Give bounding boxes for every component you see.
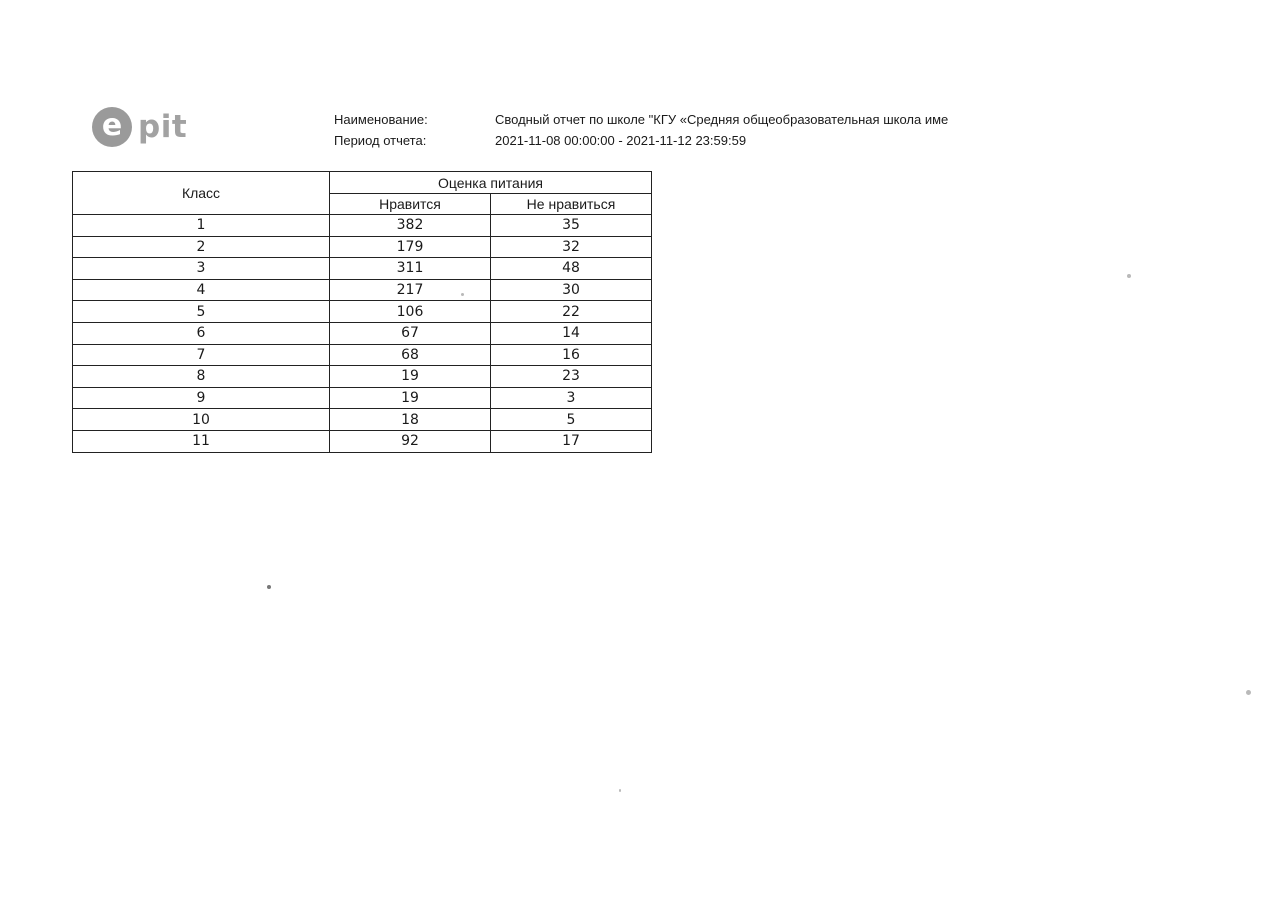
scan-speck	[1246, 690, 1251, 695]
table-row	[73, 430, 652, 452]
dislike-cell: 48	[491, 258, 652, 280]
column-header-like: Нравится	[330, 194, 491, 215]
class-cell: 3	[73, 258, 330, 280]
class-cell: 7	[73, 344, 330, 366]
table-row	[73, 258, 652, 280]
epit-logo-letter: e	[101, 107, 123, 143]
like-cell: 179	[330, 236, 491, 258]
column-header-class: Класс	[73, 172, 330, 215]
report-period-value: 2021-11-08 00:00:00 - 2021-11-12 23:59:59	[495, 133, 747, 148]
class-cell: 4	[73, 279, 330, 301]
dislike-cell: 17	[491, 430, 652, 452]
dislike-cell: 35	[491, 215, 652, 237]
class-cell: 2	[73, 236, 330, 258]
dislike-cell: 23	[491, 366, 652, 388]
column-group-food-rating: Оценка питания	[330, 172, 652, 194]
table-row	[73, 366, 652, 388]
class-cell: 6	[73, 322, 330, 344]
epit-logo-mark	[92, 107, 132, 147]
class-cell: 9	[73, 387, 330, 409]
table-row	[73, 387, 652, 409]
like-cell: 67	[330, 322, 491, 344]
class-cell: 1	[73, 215, 330, 237]
dislike-cell: 5	[491, 409, 652, 431]
like-cell: 92	[330, 430, 491, 452]
like-cell: 106	[330, 301, 491, 323]
report-name-label: Наименование:	[334, 112, 428, 127]
like-cell: 382	[330, 215, 491, 237]
like-cell: 68	[330, 344, 491, 366]
table-row	[73, 215, 652, 237]
scan-speck	[619, 789, 621, 792]
report-name-value: Сводный отчет по школе "КГУ «Средняя общеобразовательная школа име	[495, 112, 949, 127]
like-cell: 311	[330, 258, 491, 280]
scan-speck	[267, 585, 271, 589]
table-row	[73, 301, 652, 323]
dislike-cell: 3	[491, 387, 652, 409]
column-header-dislike: Не нравиться	[491, 194, 652, 215]
like-cell: 19	[330, 387, 491, 409]
dislike-cell: 32	[491, 236, 652, 258]
dislike-cell: 16	[491, 344, 652, 366]
table-row	[73, 322, 652, 344]
table-row	[73, 344, 652, 366]
like-cell: 217	[330, 279, 491, 301]
dislike-cell: 22	[491, 301, 652, 323]
dislike-cell: 14	[491, 322, 652, 344]
class-cell: 8	[73, 366, 330, 388]
class-cell: 10	[73, 409, 330, 431]
epit-logo	[92, 104, 187, 150]
class-cell: 5	[73, 301, 330, 323]
like-cell: 19	[330, 366, 491, 388]
class-cell: 11	[73, 430, 330, 452]
table-row	[73, 279, 652, 301]
dislike-cell: 30	[491, 279, 652, 301]
epit-logo-text: pit	[138, 109, 188, 145]
report-period-label: Период отчета:	[334, 133, 427, 148]
scan-speck	[1127, 274, 1131, 278]
table-row	[73, 236, 652, 258]
like-cell: 18	[330, 409, 491, 431]
food-rating-table	[72, 171, 652, 453]
table-row	[73, 409, 652, 431]
